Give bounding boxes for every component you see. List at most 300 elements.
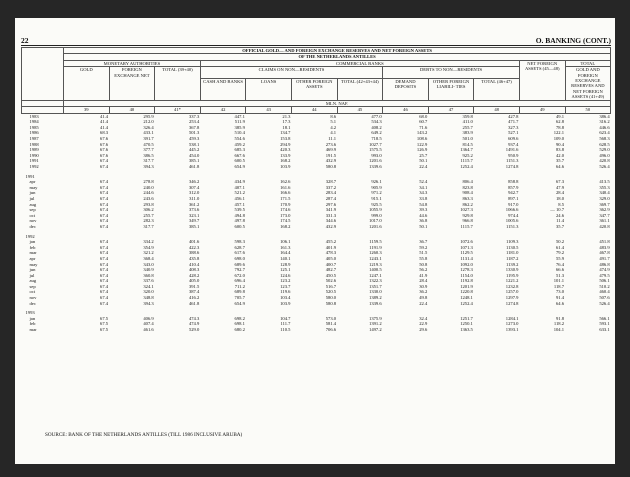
table-cell: 78.8 [555, 124, 565, 130]
table-cell: 91.8 [555, 315, 565, 321]
table-title: OFFICIAL GOLD— AND FOREIGN EXCHANGE RESERVES AND NET FOREIGN ASSETS [64, 48, 611, 54]
table-cell: 1260.3 [369, 250, 382, 256]
table-cell: 164.4 [280, 250, 291, 256]
table-cell: 1297.9 [505, 295, 519, 301]
table-cell: 527.1 [508, 130, 519, 136]
table-cell: 925.2 [462, 152, 473, 158]
table-cell: 1071.3 [460, 244, 473, 250]
row-label: jan [29, 315, 36, 321]
table-cell: 450.5 [325, 272, 337, 278]
group-commercial-banks: COMMERCIAL BANKS [200, 60, 519, 66]
table-cell: 1131.4 [460, 255, 473, 261]
table-cell: 482.7 [325, 267, 337, 273]
group-debts: DEBTS TO NON—RESIDENTS [383, 67, 520, 79]
table-cell: 1129.5 [460, 250, 473, 256]
table-cell: 711.2 [234, 283, 245, 289]
table-cell: 17.3 [282, 119, 291, 125]
table-cell: 320.0 [143, 289, 154, 295]
col-header-total-debts: TOTAL (46+47) [474, 78, 520, 100]
table-cell: 580.8 [325, 164, 337, 169]
table-cell: 273.6 [325, 141, 337, 147]
table-cell: 67.4 [100, 278, 109, 284]
row-label: may [29, 184, 38, 190]
table-cell: 50.8 [419, 261, 428, 267]
table-cell: 1072.6 [460, 239, 473, 245]
table-cell: 174.5 [280, 218, 291, 224]
group-claims: CLAIMS ON NON—RESIDENTS [200, 67, 382, 79]
table-cell: 617.6 [234, 250, 245, 256]
col-header-demand-deposits: DEMAND DEPOSITS [383, 78, 429, 100]
year-heading: 1991 [25, 173, 35, 179]
table-cell: 340.4 [599, 190, 610, 196]
table-cell: 55.9 [555, 255, 565, 261]
table-cell: 511.9 [234, 119, 245, 125]
column-number-spacer [22, 107, 64, 114]
table-cell: 1252.4 [460, 300, 473, 306]
table-cell: 212.0 [143, 119, 154, 125]
table-cell: 649.2 [371, 130, 382, 136]
table-cell: 67.4 [100, 190, 109, 196]
table-cell: 459.2 [234, 141, 245, 147]
statistical-page [15, 18, 615, 464]
row-label: jul [29, 272, 35, 278]
table-cell: 346.2 [188, 179, 200, 185]
table-cell: 355.3 [599, 184, 610, 190]
col-header-other-assets: OTHER FOREIGN ASSETS [291, 78, 337, 100]
table-cell: 91.4 [555, 295, 565, 301]
column-number: 40 [109, 107, 155, 114]
table-cell: 1201.6 [369, 158, 382, 164]
row-label: 1986 [29, 130, 39, 136]
column-number: 43 [246, 107, 292, 114]
table-cell: 1351.7 [369, 283, 382, 289]
table-cell: 1339.6 [369, 300, 382, 306]
table-cell: 1257.0 [505, 289, 519, 295]
table-cell: 64.6 [555, 300, 565, 306]
table-cell: 434.9 [234, 179, 245, 185]
table-cell: 1274.8 [505, 300, 519, 306]
table-cell: 1151.3 [505, 223, 519, 229]
table-cell: 937.4 [508, 141, 519, 147]
table-cell: 516.7 [325, 283, 337, 289]
table-cell: 111.7 [280, 321, 291, 327]
row-label: aug [29, 278, 37, 284]
table-cell: 1273.0 [505, 321, 519, 327]
table-cell: 600.5 [234, 158, 245, 164]
year-heading: 1992 [25, 233, 35, 239]
table-cell: 4.1 [330, 130, 337, 136]
table-cell: 420.3 [280, 147, 291, 153]
table-cell: 311.0 [189, 195, 200, 201]
unit-label: MLN. NAF. [64, 100, 611, 106]
table-cell: 863.3 [462, 195, 473, 201]
table-cell: 73.0 [555, 289, 565, 295]
table-cell: 510.4 [234, 130, 245, 136]
table-cell: 50.1 [419, 158, 428, 164]
table-cell: 383.9 [462, 130, 473, 136]
row-label: feb [29, 321, 36, 327]
table-cell: 255.7 [143, 212, 154, 218]
table-cell: 1027.7 [369, 141, 382, 147]
table-cell: 506.1 [599, 278, 610, 284]
table-cell: 1159.5 [369, 239, 382, 245]
row-label: oct [29, 289, 36, 295]
table-cell: 1274.8 [505, 164, 519, 169]
table-cell: 413.5 [599, 179, 610, 185]
row-label-header [22, 48, 64, 101]
col-header-gold: GOLD [64, 67, 110, 100]
table-cell: 68.0 [419, 113, 428, 119]
table-cell: 67.3 [555, 179, 565, 185]
row-label: sep [29, 207, 36, 213]
table-cell: 1391.2 [369, 321, 382, 327]
table-cell: 67.4 [100, 295, 109, 301]
table-cell: 67.4 [100, 239, 109, 245]
column-number: 47 [428, 107, 474, 114]
table-cell: 340.9 [143, 267, 154, 273]
source-note: SOURCE: BANK OF THE NETHERLANDS ANTILLES (TILL 1986 INCLUSIVE ARUBA) [45, 432, 243, 438]
table-cell: 368.4 [143, 255, 154, 261]
table-cell: 1221.2 [505, 278, 519, 284]
row-label: sep [29, 283, 36, 289]
table-cell: 41.4 [100, 119, 109, 125]
table-cell: 118.2 [553, 321, 565, 327]
table-cell: 67.4 [100, 300, 109, 306]
group-total: TOTAL [565, 60, 611, 66]
table-cell: 554.6 [234, 136, 245, 142]
table-cell: 349.7 [188, 218, 200, 224]
table-cell: 971.2 [371, 190, 382, 196]
column-number: 44 [291, 107, 337, 114]
table-cell: 806.4 [462, 179, 473, 185]
table-cell: 573.0 [325, 315, 337, 321]
column-number: 42 [200, 107, 246, 114]
column-number-row [22, 107, 611, 114]
table-cell: 278.8 [143, 179, 154, 185]
table-cell: 354.9 [143, 244, 154, 250]
table-cell: 580.0 [325, 295, 337, 301]
col-header-total-claims: TOTAL (42+43+44) [337, 78, 383, 100]
table-cell: 689.6 [234, 261, 245, 267]
table-cell: 451.8 [599, 239, 610, 245]
table-cell: 50.1 [419, 223, 428, 229]
table-cell: 67.4 [100, 223, 109, 229]
table-cell: 447.1 [234, 113, 245, 119]
row-label: nov [29, 295, 37, 301]
column-number: 39 [64, 107, 110, 114]
table-cell: 479.5 [599, 272, 610, 278]
table-cell: 454.0 [188, 152, 200, 158]
table-cell: 510.2 [599, 283, 610, 289]
table-cell: 435.8 [188, 255, 200, 261]
table-cell: 474.9 [188, 321, 200, 327]
table-cell: 698.0 [234, 255, 245, 261]
header-rule [21, 45, 611, 46]
table-cell: 344.6 [325, 218, 337, 224]
table-cell: 253.4 [188, 119, 200, 125]
table-cell: 1115.7 [460, 223, 473, 229]
row-label: 1984 [29, 119, 39, 125]
table-cell: 385.9 [234, 124, 245, 130]
table-cell: 391.7 [143, 136, 154, 142]
table-cell: 337.2 [325, 184, 337, 190]
table-cell: 162.6 [280, 179, 291, 185]
table-cell: 359.8 [462, 113, 473, 119]
table-cell: 1330.9 [505, 267, 519, 273]
table-cell: 41.4 [100, 113, 109, 119]
table-cell: 108.6 [416, 136, 428, 142]
column-number: 45 [337, 107, 383, 114]
table-cell: 685.3 [234, 147, 245, 153]
table-cell: 1154.0 [460, 272, 473, 278]
table-cell: 39.3 [419, 207, 428, 213]
table-cell: 1575.5 [369, 147, 382, 153]
column-number: 49 [519, 107, 565, 114]
table-cell: 282.3 [143, 218, 154, 224]
table-cell: 858.8 [508, 179, 519, 185]
table-cell: 67.4 [100, 184, 109, 190]
row-label: feb [29, 244, 36, 250]
table-cell: 478.3 [325, 250, 337, 256]
table-cell: 103.9 [280, 164, 291, 169]
table-cell: 915.1 [371, 195, 382, 201]
year-heading: 1993 [25, 310, 35, 316]
table-cell: 8.6 [330, 113, 337, 119]
table-cell: 680.2 [234, 327, 245, 333]
table-cell: 67.4 [100, 283, 109, 289]
table-cell: 67.4 [100, 272, 109, 278]
table-cell: 862.2 [462, 201, 473, 207]
row-label: mar [29, 250, 37, 256]
table-cell: 401.6 [188, 239, 200, 245]
row-label: jan [29, 239, 36, 245]
table-cell: 35.7 [555, 158, 565, 164]
table-cell: 942.7 [508, 190, 519, 196]
row-label: 1988 [29, 141, 39, 147]
table-cell: 385.1 [188, 158, 200, 164]
table-cell: 30.9 [419, 283, 428, 289]
table-cell: 474.3 [188, 315, 200, 321]
table-cell: 696.4 [234, 278, 245, 284]
table-cell: 297.6 [325, 201, 337, 207]
row-label: 1992 [29, 164, 39, 169]
table-cell: 44.6 [419, 212, 428, 218]
table-cell: 110.5 [280, 327, 291, 333]
table-cell: 67.4 [100, 212, 109, 218]
table-cell: 306.2 [143, 207, 154, 213]
table-cell: 501.0 [462, 136, 473, 142]
table-cell: 32.4 [419, 315, 428, 321]
table-cell: 11.4 [556, 218, 565, 224]
table-cell: 581.4 [325, 321, 337, 327]
table-cell: 341.9 [325, 207, 337, 213]
table-cell: 67.4 [100, 289, 109, 295]
col-header-grand-total: GOLD AND FOREIGN EXCHANGE RESERVES AND NET FOREIGN ASSETS (41+49) [565, 67, 611, 100]
table-cell: 373.6 [188, 207, 200, 213]
table-cell: 377.7 [143, 147, 154, 153]
table-cell: 422.3 [188, 244, 200, 250]
table-cell: 385.1 [188, 223, 200, 229]
table-cell: 161.6 [280, 184, 291, 190]
table-cell: 240.0 [143, 184, 154, 190]
row-label: mar [29, 327, 37, 333]
row-label: jun [29, 267, 36, 273]
table-cell: 67.4 [100, 244, 109, 250]
table-cell: 456.1 [234, 195, 245, 201]
table-cell: 361.2 [188, 201, 200, 207]
table-cell: 1389.2 [369, 295, 382, 301]
table-cell: 496.0 [599, 152, 610, 158]
table-cell: 410.4 [188, 261, 200, 267]
col-header-total-monetary: TOTAL (39+40) [155, 67, 201, 100]
table-cell: 29.6 [419, 327, 428, 333]
col-header-foreign-exchange: FOREIGN EXCHANGE NET [109, 67, 155, 100]
table-cell: 348.8 [143, 295, 154, 301]
table-cell: 672.0 [234, 272, 245, 278]
table-cell: 1278.3 [460, 267, 473, 273]
table-cell: 362.9 [599, 207, 610, 213]
table-cell: 416.2 [188, 295, 200, 301]
table-cell: 369.7 [599, 201, 610, 207]
table-cell: 119.6 [280, 289, 291, 295]
table-cell: 598.3 [234, 239, 245, 245]
table-cell: 718.5 [371, 136, 382, 142]
table-cell: 295.9 [143, 113, 154, 119]
table-cell: 1364.7 [460, 147, 473, 153]
reserves-table [21, 47, 611, 333]
table-body [22, 107, 611, 333]
table-cell: 316.2 [599, 119, 610, 125]
table-cell: 51.5 [419, 250, 428, 256]
table-cell: 1191.9 [369, 244, 382, 250]
row-label: dec [29, 300, 36, 306]
table-cell: 317.7 [143, 223, 154, 229]
table-cell: 76.4 [555, 261, 565, 267]
table-cell: 534.3 [371, 119, 382, 125]
row-label: 1987 [29, 136, 39, 142]
table-cell: 446.6 [599, 124, 610, 130]
table-cell: 283.4 [325, 190, 337, 196]
table-cell: 60.7 [419, 119, 428, 125]
table-cell: 974.4 [508, 212, 519, 218]
table-cell: 993.0 [371, 152, 382, 158]
table-cell: 1248.1 [460, 295, 473, 301]
table-cell: 337.6 [143, 278, 154, 284]
table-cell: 411.0 [462, 119, 473, 125]
table-cell: 103.4 [280, 295, 291, 301]
table-cell: 1243.1 [369, 255, 382, 261]
row-label: apr [29, 255, 36, 261]
column-number: 50 [565, 107, 611, 114]
table-cell: 312.0 [188, 190, 200, 196]
table-cell: 67.4 [100, 179, 109, 185]
table-cell: 307.4 [188, 184, 200, 190]
table-cell: 1027.3 [460, 207, 473, 213]
table-cell: 244.6 [143, 190, 154, 196]
table-cell: 18.0 [555, 195, 565, 201]
table-cell: 526.4 [599, 164, 610, 169]
table-cell: 1363.5 [460, 327, 473, 333]
table-row [22, 327, 611, 333]
table-cell: 106.1 [280, 239, 291, 245]
table-cell: 654.9 [234, 300, 245, 306]
table-cell: 477.0 [371, 113, 382, 119]
table-cell: 143.2 [416, 130, 428, 136]
table-cell: 71.6 [419, 124, 428, 130]
table-cell: 401.9 [325, 244, 337, 250]
table-cell: 123.7 [280, 283, 291, 289]
table-cell: 67.6 [100, 152, 109, 158]
table-cell: 1251.7 [460, 315, 473, 321]
table-cell: 507.6 [599, 295, 610, 301]
table-cell: 5.1 [330, 119, 337, 125]
table-cell: 22.4 [419, 300, 428, 306]
table-cell: 67.4 [100, 261, 109, 267]
table-cell: 628.5 [599, 141, 610, 147]
table-cell: 408.3 [188, 267, 200, 273]
table-cell: 386.4 [599, 113, 610, 119]
table-cell: 171.5 [280, 195, 291, 201]
table-cell: 11.1 [328, 136, 337, 142]
table-cell: 133.9 [280, 152, 291, 158]
table-cell: 405.0 [188, 278, 200, 284]
table-cell: 926.1 [371, 179, 382, 185]
table-cell: 323.1 [188, 212, 200, 218]
table-cell: 1201.6 [369, 223, 382, 229]
table-cell: 360.8 [143, 272, 154, 278]
table-cell: 294.9 [280, 141, 291, 147]
table-cell: 917.0 [508, 201, 519, 207]
table-cell: 705.7 [234, 295, 245, 301]
table-cell: 529.0 [188, 327, 200, 333]
table-cell: 24.6 [555, 212, 565, 218]
table-cell: 109.0 [553, 136, 565, 142]
table-cell: 633.1 [599, 327, 610, 333]
table-cell: 103.9 [280, 300, 291, 306]
table-cell: 1092.0 [460, 261, 473, 267]
table-cell: 324.1 [143, 283, 154, 289]
table-cell: 459.3 [188, 136, 200, 142]
table-cell: 67.5 [100, 327, 109, 333]
table-cell: 539.5 [234, 207, 245, 213]
row-label: 1983 [29, 113, 39, 119]
table-cell: 609.6 [508, 136, 519, 142]
table-cell: 1139.2 [505, 261, 519, 267]
table-cell: 1247.1 [369, 272, 382, 278]
table-cell: 1066.6 [505, 207, 519, 213]
table-cell: 950.9 [508, 152, 519, 158]
table-cell: 18.1 [282, 124, 291, 130]
table-cell: 432.9 [325, 223, 337, 229]
table-cell: 407.4 [143, 321, 154, 327]
table-cell: 1005.6 [505, 218, 519, 224]
table-cell: 67.4 [100, 201, 109, 207]
table-cell: 328.7 [325, 179, 337, 185]
table-cell: 1130.5 [505, 244, 519, 250]
table-cell: 191.5 [325, 152, 337, 158]
table-cell: 857.9 [508, 184, 519, 190]
table-cell: 1252.4 [460, 164, 473, 169]
table-cell: 486.8 [599, 261, 610, 267]
table-cell: 823.8 [462, 184, 473, 190]
table-cell: 67.4 [100, 250, 109, 256]
table-cell: 50.2 [555, 239, 565, 245]
table-cell: 67.4 [100, 255, 109, 261]
table-cell: 698.1 [234, 321, 245, 327]
table-cell: 1393.1 [505, 327, 519, 333]
table-cell: 125.1 [280, 267, 291, 273]
table-cell: 428.2 [188, 272, 200, 278]
